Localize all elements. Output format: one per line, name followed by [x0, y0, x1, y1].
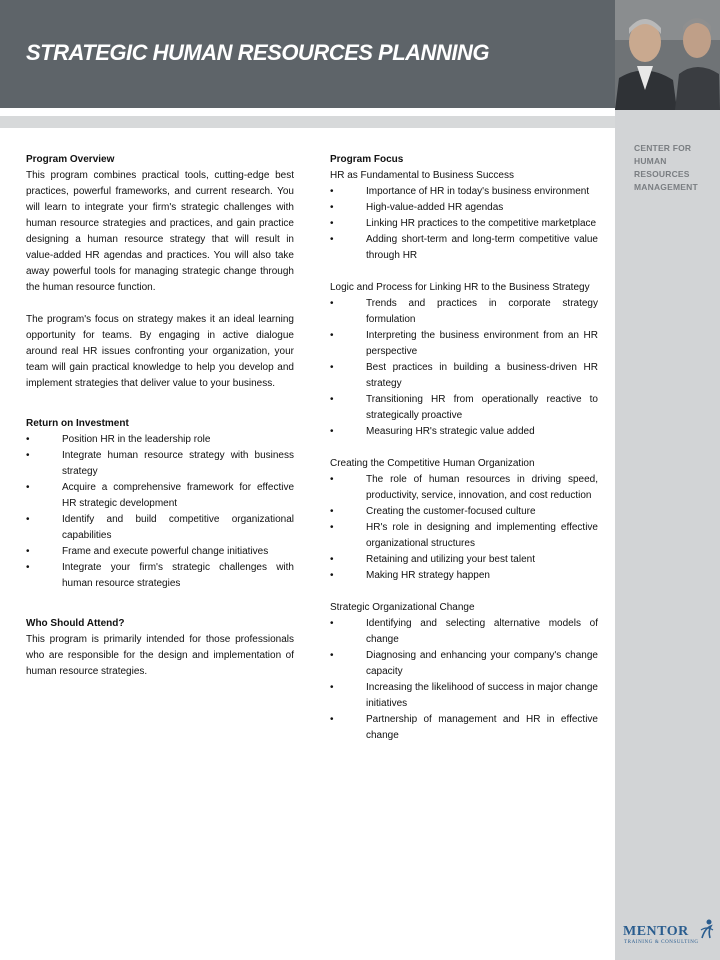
list-item: • Interpreting the business environment from an HR perspective: [330, 330, 598, 357]
list-item: • Increasing the likelihood of success in major change initiatives: [330, 682, 598, 709]
bullet-icon: •: [26, 450, 30, 461]
people-photo-image: [615, 0, 720, 110]
center-name-line: CENTER FOR: [634, 143, 692, 153]
list-item: • Identify and build competitive organizational capabilities: [26, 514, 294, 541]
bullet-icon: •: [330, 618, 334, 629]
bullet-icon: •: [330, 234, 334, 245]
focus-list: [330, 616, 598, 744]
list-item: • High-value-added HR agendas: [330, 200, 598, 216]
focus-group-title: Logic and Process for Linking HR to the Business Strategy: [330, 282, 590, 293]
focus-group-title: Creating the Competitive Human Organization: [330, 458, 535, 469]
focus-list: [330, 296, 598, 440]
center-name: [634, 142, 714, 194]
bullet-icon: •: [330, 650, 334, 661]
program-overview-heading: Program Overview: [26, 154, 115, 165]
bullet-icon: •: [330, 330, 334, 341]
list-item: • Best practices in building a business-driven HR strategy: [330, 362, 598, 389]
bullet-icon: •: [26, 514, 30, 525]
center-name-line: MANAGEMENT: [634, 182, 698, 192]
list-item: • Adding short-term and long-term competitive value through HR: [330, 234, 598, 261]
focus-group-title: Strategic Organizational Change: [330, 602, 475, 613]
list-item: • Measuring HR's strategic value added: [330, 424, 598, 440]
list-item: • Diagnosing and enhancing your company's change capacity: [330, 650, 598, 677]
list-item: • Making HR strategy happen: [330, 568, 598, 584]
program-focus-heading: Program Focus: [330, 154, 404, 165]
bullet-icon: •: [330, 186, 334, 197]
center-name-line: HUMAN: [634, 156, 667, 166]
header-gap: [0, 108, 615, 116]
logo-wordmark: MENTOR: [623, 924, 689, 939]
logo-tagline: TRAINING & CONSULTING: [624, 940, 699, 945]
list-item: • Integrate human resource strategy with business strategy: [26, 450, 294, 477]
bullet-icon: •: [330, 554, 334, 565]
center-name-line: RESOURCES: [634, 169, 690, 179]
bullet-icon: •: [330, 202, 334, 213]
logo-figure-icon: [699, 918, 715, 940]
list-item: • The role of human resources in driving speed, productivity, service, innovation, and cost reduction: [330, 474, 598, 501]
who-should-attend-heading: Who Should Attend?: [26, 618, 125, 629]
focus-list: [330, 472, 598, 584]
list-item: • Retaining and utilizing your best talent: [330, 552, 598, 568]
list-item: • Trends and practices in corporate strategy formulation: [330, 298, 598, 325]
bullet-icon: •: [330, 570, 334, 581]
list-item: • Frame and execute powerful change initiatives: [26, 544, 294, 560]
overview-paragraph: This program combines practical tools, cutting-edge best practices, powerful frameworks, and current research. You will learn to integrate your firm's strategic challenges with human resource strategies and practices, and gain practice designing a human resource strategy that will result in value-added HR agendas and practices. You will also take away powerful tools for managing strategic change through the human resource function.: [26, 170, 294, 293]
bullet-icon: •: [330, 714, 334, 725]
list-item: • Creating the customer-focused culture: [330, 504, 598, 520]
mentor-logo: [623, 918, 718, 948]
list-item: • Linking HR practices to the competitive marketplace: [330, 216, 598, 232]
list-item: • Identifying and selecting alternative models of change: [330, 618, 598, 645]
focus-list: [330, 184, 598, 264]
roi-heading: Return on Investment: [26, 418, 129, 429]
bullet-icon: •: [26, 482, 30, 493]
list-item: • Integrate your firm's strategic challenges with human resource strategies: [26, 562, 294, 589]
list-item: • Partnership of management and HR in effective change: [330, 714, 598, 741]
bullet-icon: •: [26, 546, 30, 557]
bullet-icon: •: [330, 426, 334, 437]
bullet-icon: •: [330, 682, 334, 693]
bullet-icon: •: [330, 394, 334, 405]
list-item: • HR's role in designing and implementing effective organizational structures: [330, 522, 598, 549]
header-photo: [615, 0, 720, 110]
page-title: STRATEGIC HUMAN RESOURCES PLANNING: [26, 40, 489, 65]
bullet-icon: •: [330, 362, 334, 373]
bullet-icon: •: [26, 562, 30, 573]
list-item: • Acquire a comprehensive framework for effective HR strategic development: [26, 482, 294, 509]
bullet-icon: •: [330, 522, 334, 533]
left-column: [26, 152, 294, 680]
overview-paragraph: The program's focus on strategy makes it an ideal learning opportunity for teams. By engaging in active dialogue around real HR issues confronting your organization, your team will gain practical knowledge to help you develop and implement strategies that deliver value to your business.: [26, 314, 294, 389]
bullet-icon: •: [330, 218, 334, 229]
bullet-icon: •: [330, 474, 334, 485]
bullet-icon: •: [330, 506, 334, 517]
roi-list: [26, 432, 294, 592]
grey-band: [0, 116, 615, 128]
bullet-icon: •: [26, 434, 30, 445]
attend-paragraph: This program is primarily intended for those professionals who are responsible for the design and implementation of human resource strategies.: [26, 634, 294, 677]
right-column: [330, 152, 598, 744]
focus-group-title: HR as Fundamental to Business Success: [330, 170, 514, 181]
list-item: • Transitioning HR from operationally reactive to strategically proactive: [330, 394, 598, 421]
list-item: • Position HR in the leadership role: [26, 432, 294, 448]
header-bar: [0, 0, 615, 108]
list-item: • Importance of HR in today's business environment: [330, 184, 598, 200]
bullet-icon: •: [330, 298, 334, 309]
sidebar: [615, 110, 720, 960]
